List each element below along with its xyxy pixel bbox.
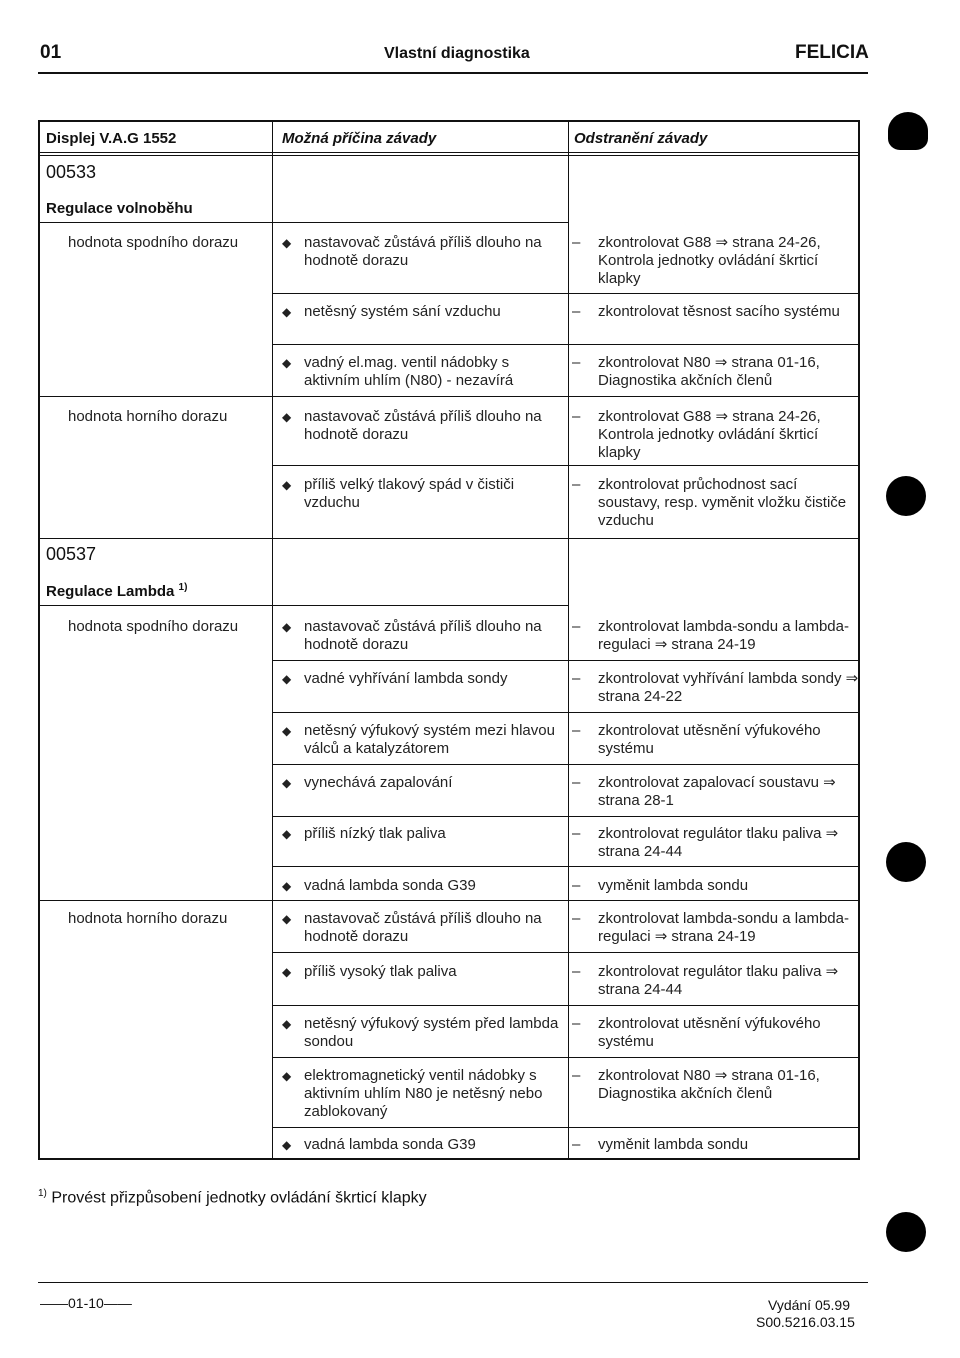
bullet-icon: ◆ (282, 776, 292, 790)
bullet-icon: ◆ (282, 236, 292, 250)
cause-item: ◆ příliš nízký tlak paliva (282, 825, 446, 842)
bullet-icon: ◆ (282, 965, 292, 979)
margin-marker-icon (886, 842, 926, 882)
cause-item: ◆ netěsný výfukový systém před lambda sondou (282, 1015, 559, 1050)
remedy-item: – zkontrolovat lambda-sondu a lambda-regulaci ⇒ strana 24-19 (572, 618, 849, 653)
cause-item: ◆ vadné vyhřívání lambda sondy (282, 670, 508, 687)
fault-group-title: Regulace Lambda $^{1)}$ (46, 582, 188, 600)
bullet-icon: ◆ (282, 827, 292, 841)
cause-item: ◆ netěsný systém sání vzduchu (282, 303, 501, 320)
margin-marker-icon (888, 112, 928, 150)
dash-icon: – (572, 303, 581, 320)
condition-label: hodnota spodního dorazu (68, 234, 239, 251)
section-number: 01 (40, 42, 62, 63)
remedy-item: – zkontrolovat G88 ⇒ strana 24-26, Kontrola jednotky ovládání škrticí klapky (572, 234, 821, 287)
header-divider (40, 152, 860, 153)
cause-item: ◆ vadný el.mag. ventil nádobky s aktivním uhlím (N80) - nezavírá (282, 354, 514, 389)
remedy-item: – zkontrolovat utěsnění výfukového systému (572, 722, 821, 757)
cause-item: ◆ elektromagnetický ventil nádobky s aktivním uhlím N80 je netěsný nebo zablokovaný (282, 1067, 543, 1120)
dash-icon: – (572, 1015, 581, 1032)
diagnostic-table (38, 120, 860, 1160)
bullet-icon: ◆ (282, 672, 292, 686)
bullet-icon: ◆ (282, 1138, 292, 1152)
column-header-cause: Možná příčina závady (282, 130, 437, 147)
cause-item: ◆ nastavovač zůstává příliš dlouho na hodnotě dorazu (282, 408, 542, 443)
remedy-item: – zkontrolovat G88 ⇒ strana 24-26, Kontrola jednotky ovládání škrticí klapky (572, 408, 821, 461)
row-divider (272, 952, 860, 953)
fault-code: 00533 (46, 162, 97, 182)
dash-icon: – (572, 354, 581, 371)
row-divider (272, 465, 860, 466)
header-rule (38, 72, 868, 74)
page-title: Vlastní diagnostika (384, 45, 530, 62)
bullet-icon: ◆ (282, 1069, 292, 1083)
condition-divider (40, 396, 860, 397)
dash-icon: – (572, 963, 581, 980)
page-number: ——01-10—— (40, 1295, 132, 1311)
dash-icon: – (572, 670, 581, 687)
group-divider (40, 605, 568, 606)
remedy-item: – zkontrolovat utěsnění výfukového systému (572, 1015, 821, 1050)
margin-marker-icon (886, 476, 926, 516)
dash-icon: – (572, 774, 581, 791)
column-header-remedy: Odstranění závady (574, 130, 708, 147)
dash-icon: – (572, 825, 581, 842)
row-divider (272, 712, 860, 713)
remedy-item: – zkontrolovat N80 ⇒ strana 01-16, Diagnostika akčních členů (572, 1067, 820, 1102)
dash-icon: – (572, 1136, 581, 1153)
condition-label: hodnota horního dorazu (68, 408, 228, 425)
bullet-icon: ◆ (282, 879, 292, 893)
bullet-icon: ◆ (282, 912, 292, 926)
dash-icon: – (572, 1067, 581, 1084)
bullet-icon: ◆ (282, 410, 292, 424)
bullet-icon: ◆ (282, 1017, 292, 1031)
dash-icon: – (572, 722, 581, 739)
footnote-mark: 1) (38, 1188, 47, 1199)
remedy-item: – zkontrolovat lambda-sondu a lambda-regulaci ⇒ strana 24-19 (572, 910, 849, 945)
model-name: FELICIA (795, 42, 869, 63)
bullet-icon: ◆ (282, 305, 292, 319)
remedy-item: – zkontrolovat vyhřívání lambda sondy ⇒ strana 24-22 (572, 670, 859, 705)
dash-icon: – (572, 877, 581, 894)
row-divider (272, 1005, 860, 1006)
dash-icon: – (572, 476, 581, 493)
row-divider (272, 660, 860, 661)
remedy-item: – zkontrolovat N80 ⇒ strana 01-16, Diagnostika akčních členů (572, 354, 820, 389)
cause-item: ◆ příliš vysoký tlak paliva (282, 963, 457, 980)
cause-item: ◆ vadná lambda sonda G39 (282, 877, 476, 894)
document-number: S00.5216.03.15 (756, 1314, 855, 1330)
cause-item: ◆ vynechává zapalování (282, 774, 453, 791)
bullet-icon: ◆ (282, 356, 292, 370)
remedy-item: – zkontrolovat těsnost sacího systému (572, 303, 840, 320)
remedy-item: – zkontrolovat regulátor tlaku paliva ⇒ strana 24-44 (572, 825, 839, 860)
bullet-icon: ◆ (282, 724, 292, 738)
column-divider-1 (272, 122, 273, 1158)
row-divider (272, 293, 860, 294)
footnote: $^{1)}$ Provést přizpůsobení jednotky ovládání škrticí klapky (38, 1188, 427, 1207)
row-divider (272, 866, 860, 867)
group-divider (40, 222, 568, 223)
bullet-icon: ◆ (282, 620, 292, 634)
dash-icon: – (572, 408, 581, 425)
row-divider (272, 1127, 860, 1128)
condition-label: hodnota spodního dorazu (68, 618, 239, 635)
remedy-item: – zkontrolovat regulátor tlaku paliva ⇒ strana 24-44 (572, 963, 839, 998)
remedy-item: – vyměnit lambda sondu (572, 877, 749, 894)
margin-marker-icon (886, 1212, 926, 1252)
dash-icon: – (572, 618, 581, 635)
cause-item: ◆ nastavovač zůstává příliš dlouho na hodnotě dorazu (282, 910, 542, 945)
block-divider (40, 538, 860, 539)
cause-item: ◆ příliš velký tlakový spád v čističi vzduchu (282, 476, 515, 511)
row-divider (272, 816, 860, 817)
footnote-ref: 1) (178, 582, 188, 593)
condition-divider (40, 900, 860, 901)
footer-rule (38, 1282, 868, 1283)
issue-date: Vydání 05.99 (768, 1297, 850, 1313)
column-divider-2 (568, 122, 569, 1158)
row-divider (272, 764, 860, 765)
fault-code: 00537 (46, 544, 97, 564)
cause-item: ◆ netěsný výfukový systém mezi hlavou válců a katalyzátorem (282, 722, 555, 757)
fault-group-title: Regulace volnoběhu (46, 200, 193, 217)
cause-item: ◆ nastavovač zůstává příliš dlouho na hodnotě dorazu (282, 618, 542, 653)
dash-icon: – (572, 910, 581, 927)
header-divider-double (40, 155, 860, 156)
cause-item: ◆ vadná lambda sonda G39 (282, 1136, 476, 1153)
condition-label: hodnota horního dorazu (68, 910, 228, 927)
row-divider (272, 1057, 860, 1058)
cause-item: ◆ nastavovač zůstává příliš dlouho na hodnotě dorazu (282, 234, 542, 269)
remedy-item: – zkontrolovat průchodnost sací soustavy, resp. vyměnit vložku čističe vzduchu (572, 476, 847, 529)
remedy-item: – vyměnit lambda sondu (572, 1136, 749, 1153)
bullet-icon: ◆ (282, 478, 292, 492)
row-divider (272, 344, 860, 345)
column-header-display: Displej V.A.G 1552 (46, 130, 177, 147)
dash-icon: – (572, 234, 581, 251)
remedy-item: – zkontrolovat zapalovací soustavu ⇒ strana 28-1 (572, 774, 836, 809)
